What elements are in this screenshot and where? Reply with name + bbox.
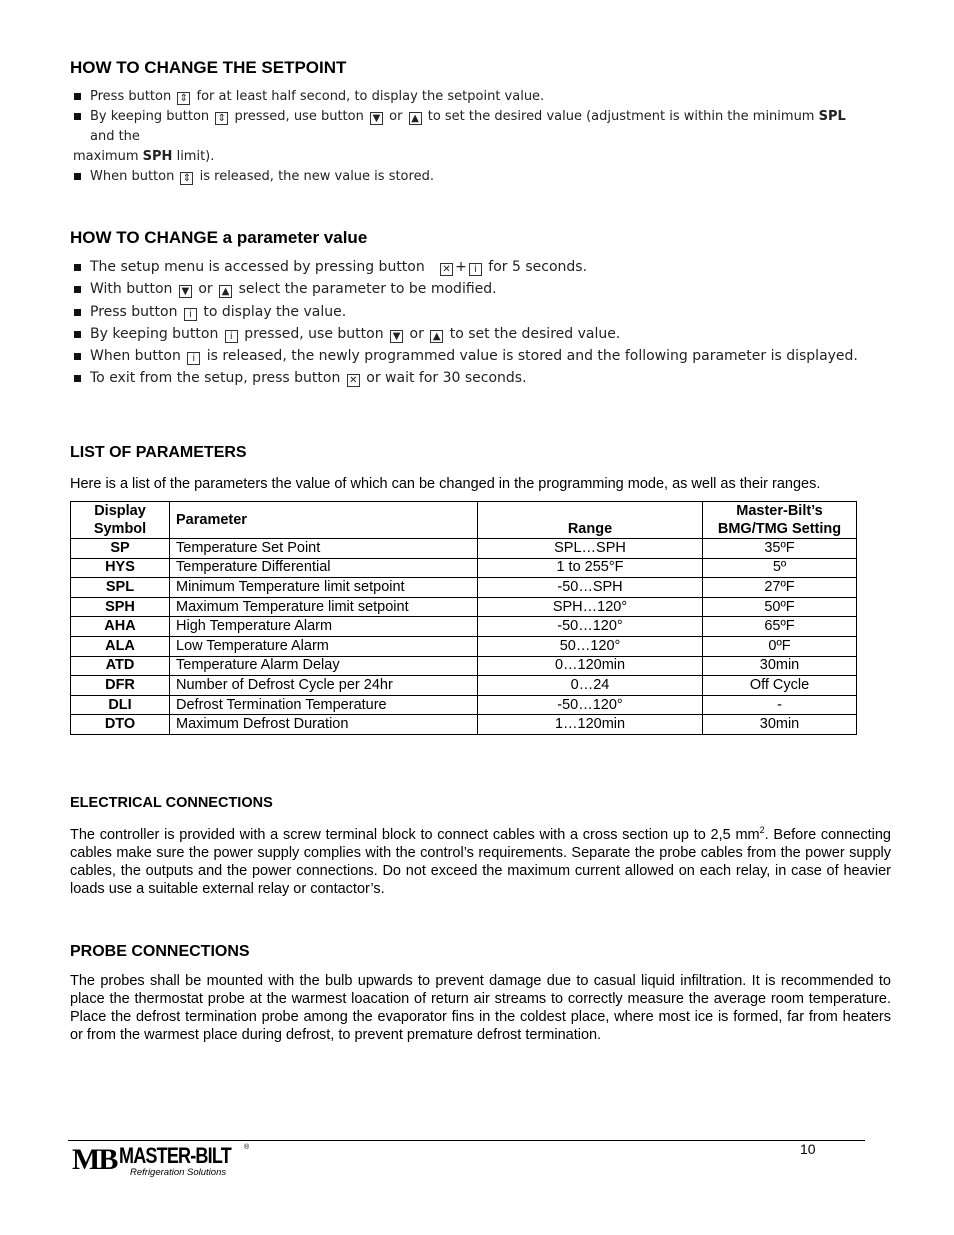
- cell-parameter: Minimum Temperature limit setpoint: [170, 578, 478, 598]
- column-header-symbol: Display Symbol: [71, 502, 170, 539]
- list-item: The setup menu is accessed by pressing button ✕ + i for 5 seconds.: [73, 256, 858, 278]
- cell-symbol: SPH: [71, 597, 170, 617]
- list-item: When button ⇕ is released, the new value is stored.: [73, 167, 873, 187]
- electrical-heading: ELECTRICAL CONNECTIONS: [70, 795, 273, 811]
- cell-symbol: SP: [71, 539, 170, 559]
- x-button-icon: ✕: [347, 374, 360, 387]
- cell-setting: 5º: [703, 558, 857, 578]
- parameters-heading: LIST OF PARAMETERS: [70, 444, 247, 461]
- cell-symbol: HYS: [71, 558, 170, 578]
- probe-heading: PROBE CONNECTIONS: [70, 943, 250, 960]
- probe-text: The probes shall be mounted with the bulb upwards to prevent damage due to casual liquid infiltration. It is recommended to place the thermostat probe at the warmest loacation of return air streams to correctly measure the average room temperature. Place the defrost termination probe among the evaporator fins in the coldest place, where most ice is formed, far from heaters or from the warmest place during defrost, to prevent premature defrost termination.: [70, 973, 891, 1043]
- list-item: To exit from the setup, press button ✕ or wait for 30 seconds.: [73, 367, 858, 389]
- cell-parameter: Temperature Alarm Delay: [170, 656, 478, 676]
- info-button-icon: i: [225, 330, 238, 343]
- list-item: With button ▼ or ▲ select the parameter to be modified.: [73, 278, 858, 300]
- column-header-parameter: Parameter: [170, 502, 478, 539]
- table-row: [71, 578, 857, 598]
- cell-range: SPH…120°: [478, 597, 703, 617]
- footer-divider: [68, 1140, 865, 1141]
- down-arrow-icon: ▼: [370, 112, 383, 125]
- page-number: 10: [800, 1141, 816, 1157]
- cell-range: SPL…SPH: [478, 539, 703, 559]
- cell-setting: -: [703, 695, 857, 715]
- cell-range: 1 to 255°F: [478, 558, 703, 578]
- list-item: Press button ⇕ for at least half second, to display the setpoint value.: [73, 87, 873, 107]
- cell-parameter: Maximum Defrost Duration: [170, 715, 478, 735]
- list-item: When button i is released, the newly programmed value is stored and the following parameter is displayed.: [73, 345, 858, 367]
- parameters-table: [70, 501, 857, 735]
- setpoint-heading: HOW TO CHANGE THE SETPOINT: [70, 58, 347, 77]
- cell-range: 1…120min: [478, 715, 703, 735]
- cell-symbol: SPL: [71, 578, 170, 598]
- logo-wordmark: MASTER-BILT: [119, 1143, 231, 1168]
- logo-mb-mark: MB: [72, 1143, 117, 1176]
- registered-mark: ®: [244, 1144, 250, 1151]
- cell-range: 0…24: [478, 676, 703, 696]
- table-row: [71, 539, 857, 559]
- x-button-icon: ✕: [440, 263, 453, 276]
- parameter-change-heading: HOW TO CHANGE a parameter value: [70, 228, 368, 247]
- down-arrow-icon: ▼: [179, 285, 192, 298]
- cell-setting: 65ºF: [703, 617, 857, 637]
- set-button-icon: ⇕: [215, 112, 228, 125]
- cell-range: 0…120min: [478, 656, 703, 676]
- cell-setting: Off Cycle: [703, 676, 857, 696]
- table-row: [71, 558, 857, 578]
- cell-setting: 0ºF: [703, 636, 857, 656]
- down-arrow-icon: ▼: [390, 330, 403, 343]
- cell-setting: 30min: [703, 656, 857, 676]
- cell-setting: 50ºF: [703, 597, 857, 617]
- logo-tagline: Refrigeration Solutions: [130, 1167, 227, 1178]
- cell-symbol: DTO: [71, 715, 170, 735]
- table-row: [71, 617, 857, 637]
- parameter-change-steps: [73, 256, 858, 390]
- cell-parameter: Defrost Termination Temperature: [170, 695, 478, 715]
- table-row: [71, 636, 857, 656]
- up-arrow-icon: ▲: [430, 330, 443, 343]
- cell-range: -50…120°: [478, 695, 703, 715]
- cell-symbol: ALA: [71, 636, 170, 656]
- column-header-setting: Master-Bilt’s BMG/TMG Setting: [703, 502, 857, 539]
- up-arrow-icon: ▲: [409, 112, 422, 125]
- setpoint-steps: [73, 87, 873, 187]
- master-bilt-logo: [72, 1144, 252, 1180]
- cell-range: -50…SPH: [478, 578, 703, 598]
- cell-range: -50…120°: [478, 617, 703, 637]
- set-button-icon: ⇕: [177, 92, 190, 105]
- info-button-icon: i: [184, 308, 197, 321]
- cell-range: 50…120°: [478, 636, 703, 656]
- cell-symbol: DLI: [71, 695, 170, 715]
- info-button-icon: i: [187, 352, 200, 365]
- list-item: Press button i to display the value.: [73, 301, 858, 323]
- cell-parameter: High Temperature Alarm: [170, 617, 478, 637]
- cell-parameter: Low Temperature Alarm: [170, 636, 478, 656]
- cell-symbol: AHA: [71, 617, 170, 637]
- cell-setting: 30min: [703, 715, 857, 735]
- list-item: By keeping button i pressed, use button ▼ or ▲ to set the desired value.: [73, 323, 858, 345]
- parameters-intro: Here is a list of the parameters the value of which can be changed in the programming mode, as well as their ranges.: [70, 476, 821, 492]
- list-item: By keeping button ⇕ pressed, use button ▼ or ▲ to set the desired value (adjustment is within the minimum SPL and the maximum SPH limit).: [73, 107, 873, 167]
- table-row: [71, 597, 857, 617]
- cell-setting: 35ºF: [703, 539, 857, 559]
- cell-parameter: Number of Defrost Cycle per 24hr: [170, 676, 478, 696]
- cell-symbol: DFR: [71, 676, 170, 696]
- table-row: [71, 656, 857, 676]
- electrical-text: The controller is provided with a screw terminal block to connect cables with a cross section up to 2,5 $mm^2$. Before connecting cables make sure the power supply complies with the control’s requirements. Separate the probe cables from the power supply cables, the outputs and the power connections. Do not exceed the maximum current allowed on each relay, in case of heavier loads use a suitable external relay or contactor’s.: [70, 825, 891, 897]
- table-row: [71, 695, 857, 715]
- cell-parameter: Temperature Set Point: [170, 539, 478, 559]
- up-arrow-icon: ▲: [219, 285, 232, 298]
- table-header-row: [71, 502, 857, 539]
- cell-parameter: Maximum Temperature limit setpoint: [170, 597, 478, 617]
- cell-setting: 27ºF: [703, 578, 857, 598]
- cell-parameter: Temperature Differential: [170, 558, 478, 578]
- info-button-icon: i: [469, 263, 482, 276]
- table-row: [71, 676, 857, 696]
- cell-symbol: ATD: [71, 656, 170, 676]
- column-header-range: Range: [478, 502, 703, 539]
- set-button-icon: ⇕: [180, 172, 193, 185]
- table-row: [71, 715, 857, 735]
